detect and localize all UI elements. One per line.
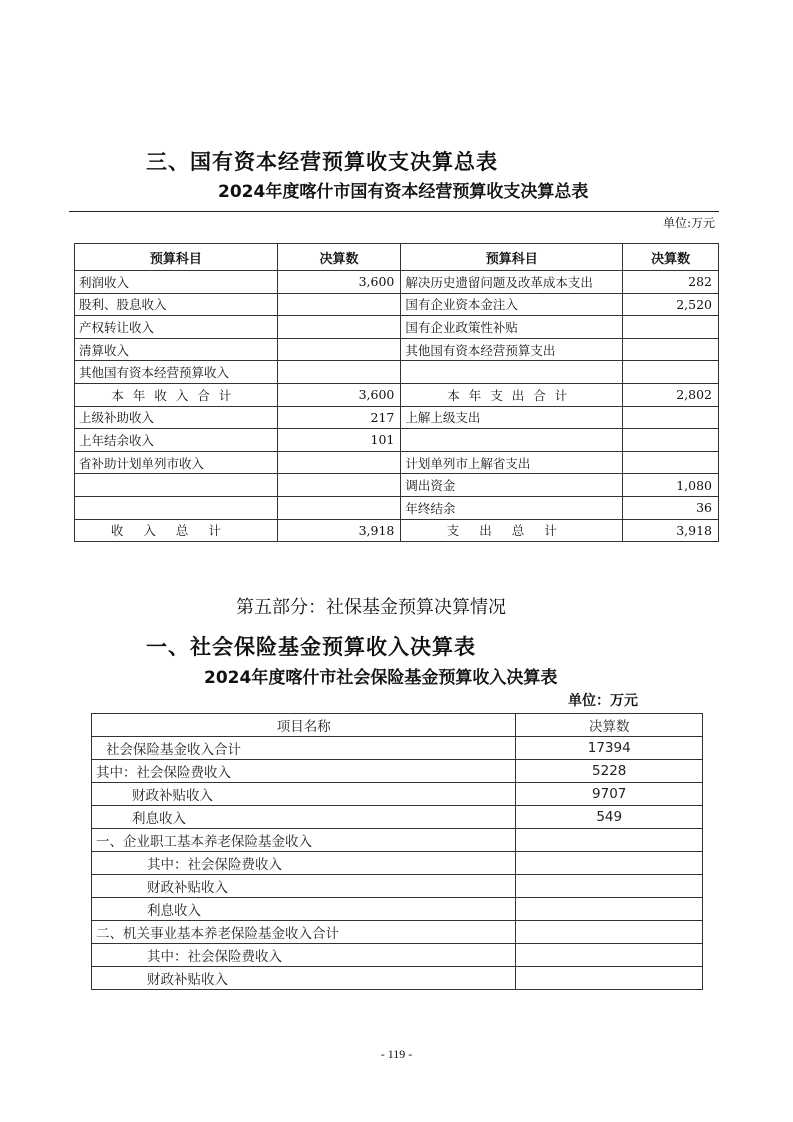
expense-value-cell: 2,802 [623, 383, 719, 406]
income-item-cell: 本年收入合计 [75, 383, 278, 406]
value-cell [516, 898, 703, 921]
expense-value-cell: 2,520 [623, 293, 719, 316]
item-name-cell: 社会保险基金收入合计 [92, 737, 516, 760]
expense-value-cell [623, 429, 719, 452]
table-row [92, 967, 703, 990]
income-value-cell [277, 316, 401, 339]
section-heading: 三、国有资本经营预算收支决算总表 [146, 150, 498, 174]
table-row [75, 316, 719, 339]
income-value-cell [277, 338, 401, 361]
table-row [75, 496, 719, 519]
table-row [75, 519, 719, 542]
income-value-cell: 3,600 [277, 271, 401, 294]
income-value-cell: 3,918 [277, 519, 401, 542]
income-value-cell [277, 361, 401, 384]
expense-value-cell: 3,918 [623, 519, 719, 542]
value-cell [516, 852, 703, 875]
item-name-cell: 其中：社会保险费收入 [92, 760, 516, 783]
item-name-cell: 财政补贴收入 [92, 875, 516, 898]
header-income-item: 预算科目 [75, 244, 278, 271]
expense-item-cell: 本年支出合计 [401, 383, 623, 406]
income-value-cell [277, 451, 401, 474]
expense-item-cell: 其他国有资本经营预算支出 [401, 338, 623, 361]
expense-item-cell: 调出资金 [401, 474, 623, 497]
expense-value-cell: 36 [623, 496, 719, 519]
unit-label: 单位:万元 [662, 216, 715, 230]
expense-value-cell [623, 316, 719, 339]
header-item-name: 项目名称 [92, 714, 516, 737]
income-item-cell [75, 474, 278, 497]
table-row [75, 383, 719, 406]
section-heading-social: 一、社会保险基金预算收入决算表 [146, 635, 476, 659]
table-row [75, 338, 719, 361]
table-row [92, 921, 703, 944]
table-row [75, 474, 719, 497]
table-title-social: 2024年度喀什市社会保险基金预算收入决算表 [204, 668, 558, 688]
value-cell [516, 944, 703, 967]
item-name-cell: 一、企业职工基本养老保险基金收入 [92, 829, 516, 852]
income-item-cell: 利润收入 [75, 271, 278, 294]
table-row [75, 406, 719, 429]
state-capital-budget-table [74, 243, 719, 542]
expense-value-cell [623, 338, 719, 361]
header-value: 决算数 [516, 714, 703, 737]
income-item-cell: 清算收入 [75, 338, 278, 361]
income-value-cell [277, 474, 401, 497]
value-cell: 549 [516, 806, 703, 829]
expense-value-cell [623, 451, 719, 474]
value-cell: 5228 [516, 760, 703, 783]
expense-item-cell: 计划单列市上解省支出 [401, 451, 623, 474]
expense-item-cell: 上解上级支出 [401, 406, 623, 429]
header-expense-value: 决算数 [623, 244, 719, 271]
item-name-cell: 二、机关事业基本养老保险基金收入合计 [92, 921, 516, 944]
page-number: - 119 - [380, 1047, 413, 1061]
table-row [75, 361, 719, 384]
table-row [92, 944, 703, 967]
income-item-cell: 收入总计 [75, 519, 278, 542]
item-name-cell: 财政补贴收入 [92, 783, 516, 806]
item-name-cell: 财政补贴收入 [92, 967, 516, 990]
income-item-cell: 股利、股息收入 [75, 293, 278, 316]
value-cell [516, 921, 703, 944]
expense-item-cell: 国有企业政策性补贴 [401, 316, 623, 339]
expense-item-cell: 国有企业资本金注入 [401, 293, 623, 316]
table-header-row [75, 244, 719, 271]
item-name-cell: 其中：社会保险费收入 [92, 944, 516, 967]
expense-value-cell [623, 406, 719, 429]
income-value-cell: 101 [277, 429, 401, 452]
income-item-cell: 其他国有资本经营预算收入 [75, 361, 278, 384]
expense-item-cell: 支出总计 [401, 519, 623, 542]
expense-item-cell [401, 429, 623, 452]
value-cell [516, 875, 703, 898]
header-income-value: 决算数 [277, 244, 401, 271]
item-name-cell: 利息收入 [92, 898, 516, 921]
table-row [75, 271, 719, 294]
table-row [75, 429, 719, 452]
expense-value-cell [623, 361, 719, 384]
table-header-row [92, 714, 703, 737]
income-item-cell [75, 496, 278, 519]
table-row [92, 898, 703, 921]
income-value-cell [277, 293, 401, 316]
income-value-cell: 217 [277, 406, 401, 429]
value-cell: 17394 [516, 737, 703, 760]
income-item-cell: 上年结余收入 [75, 429, 278, 452]
social-insurance-income-table [91, 713, 703, 990]
expense-value-cell: 282 [623, 271, 719, 294]
unit-label-social: 单位：万元 [568, 693, 638, 709]
value-cell [516, 829, 703, 852]
income-value-cell [277, 496, 401, 519]
value-cell [516, 967, 703, 990]
item-name-cell: 其中：社会保险费收入 [92, 852, 516, 875]
expense-item-cell: 解决历史遗留问题及改革成本支出 [401, 271, 623, 294]
table-row [92, 737, 703, 760]
table-title: 2024年度喀什市国有资本经营预算收支决算总表 [218, 182, 589, 202]
income-item-cell: 产权转让收入 [75, 316, 278, 339]
expense-item-cell: 年终结余 [401, 496, 623, 519]
value-cell: 9707 [516, 783, 703, 806]
divider-rule [69, 211, 719, 212]
table-row [92, 806, 703, 829]
part-title: 第五部分：社保基金预算决算情况 [236, 597, 506, 618]
income-item-cell: 上级补助收入 [75, 406, 278, 429]
income-item-cell: 省补助计划单列市收入 [75, 451, 278, 474]
table-row [75, 293, 719, 316]
table-row [92, 783, 703, 806]
expense-item-cell [401, 361, 623, 384]
item-name-cell: 利息收入 [92, 806, 516, 829]
table-row [92, 852, 703, 875]
table-row [92, 829, 703, 852]
income-value-cell: 3,600 [277, 383, 401, 406]
expense-value-cell: 1,080 [623, 474, 719, 497]
table-row [75, 451, 719, 474]
table-row [92, 875, 703, 898]
header-expense-item: 预算科目 [401, 244, 623, 271]
table-row [92, 760, 703, 783]
